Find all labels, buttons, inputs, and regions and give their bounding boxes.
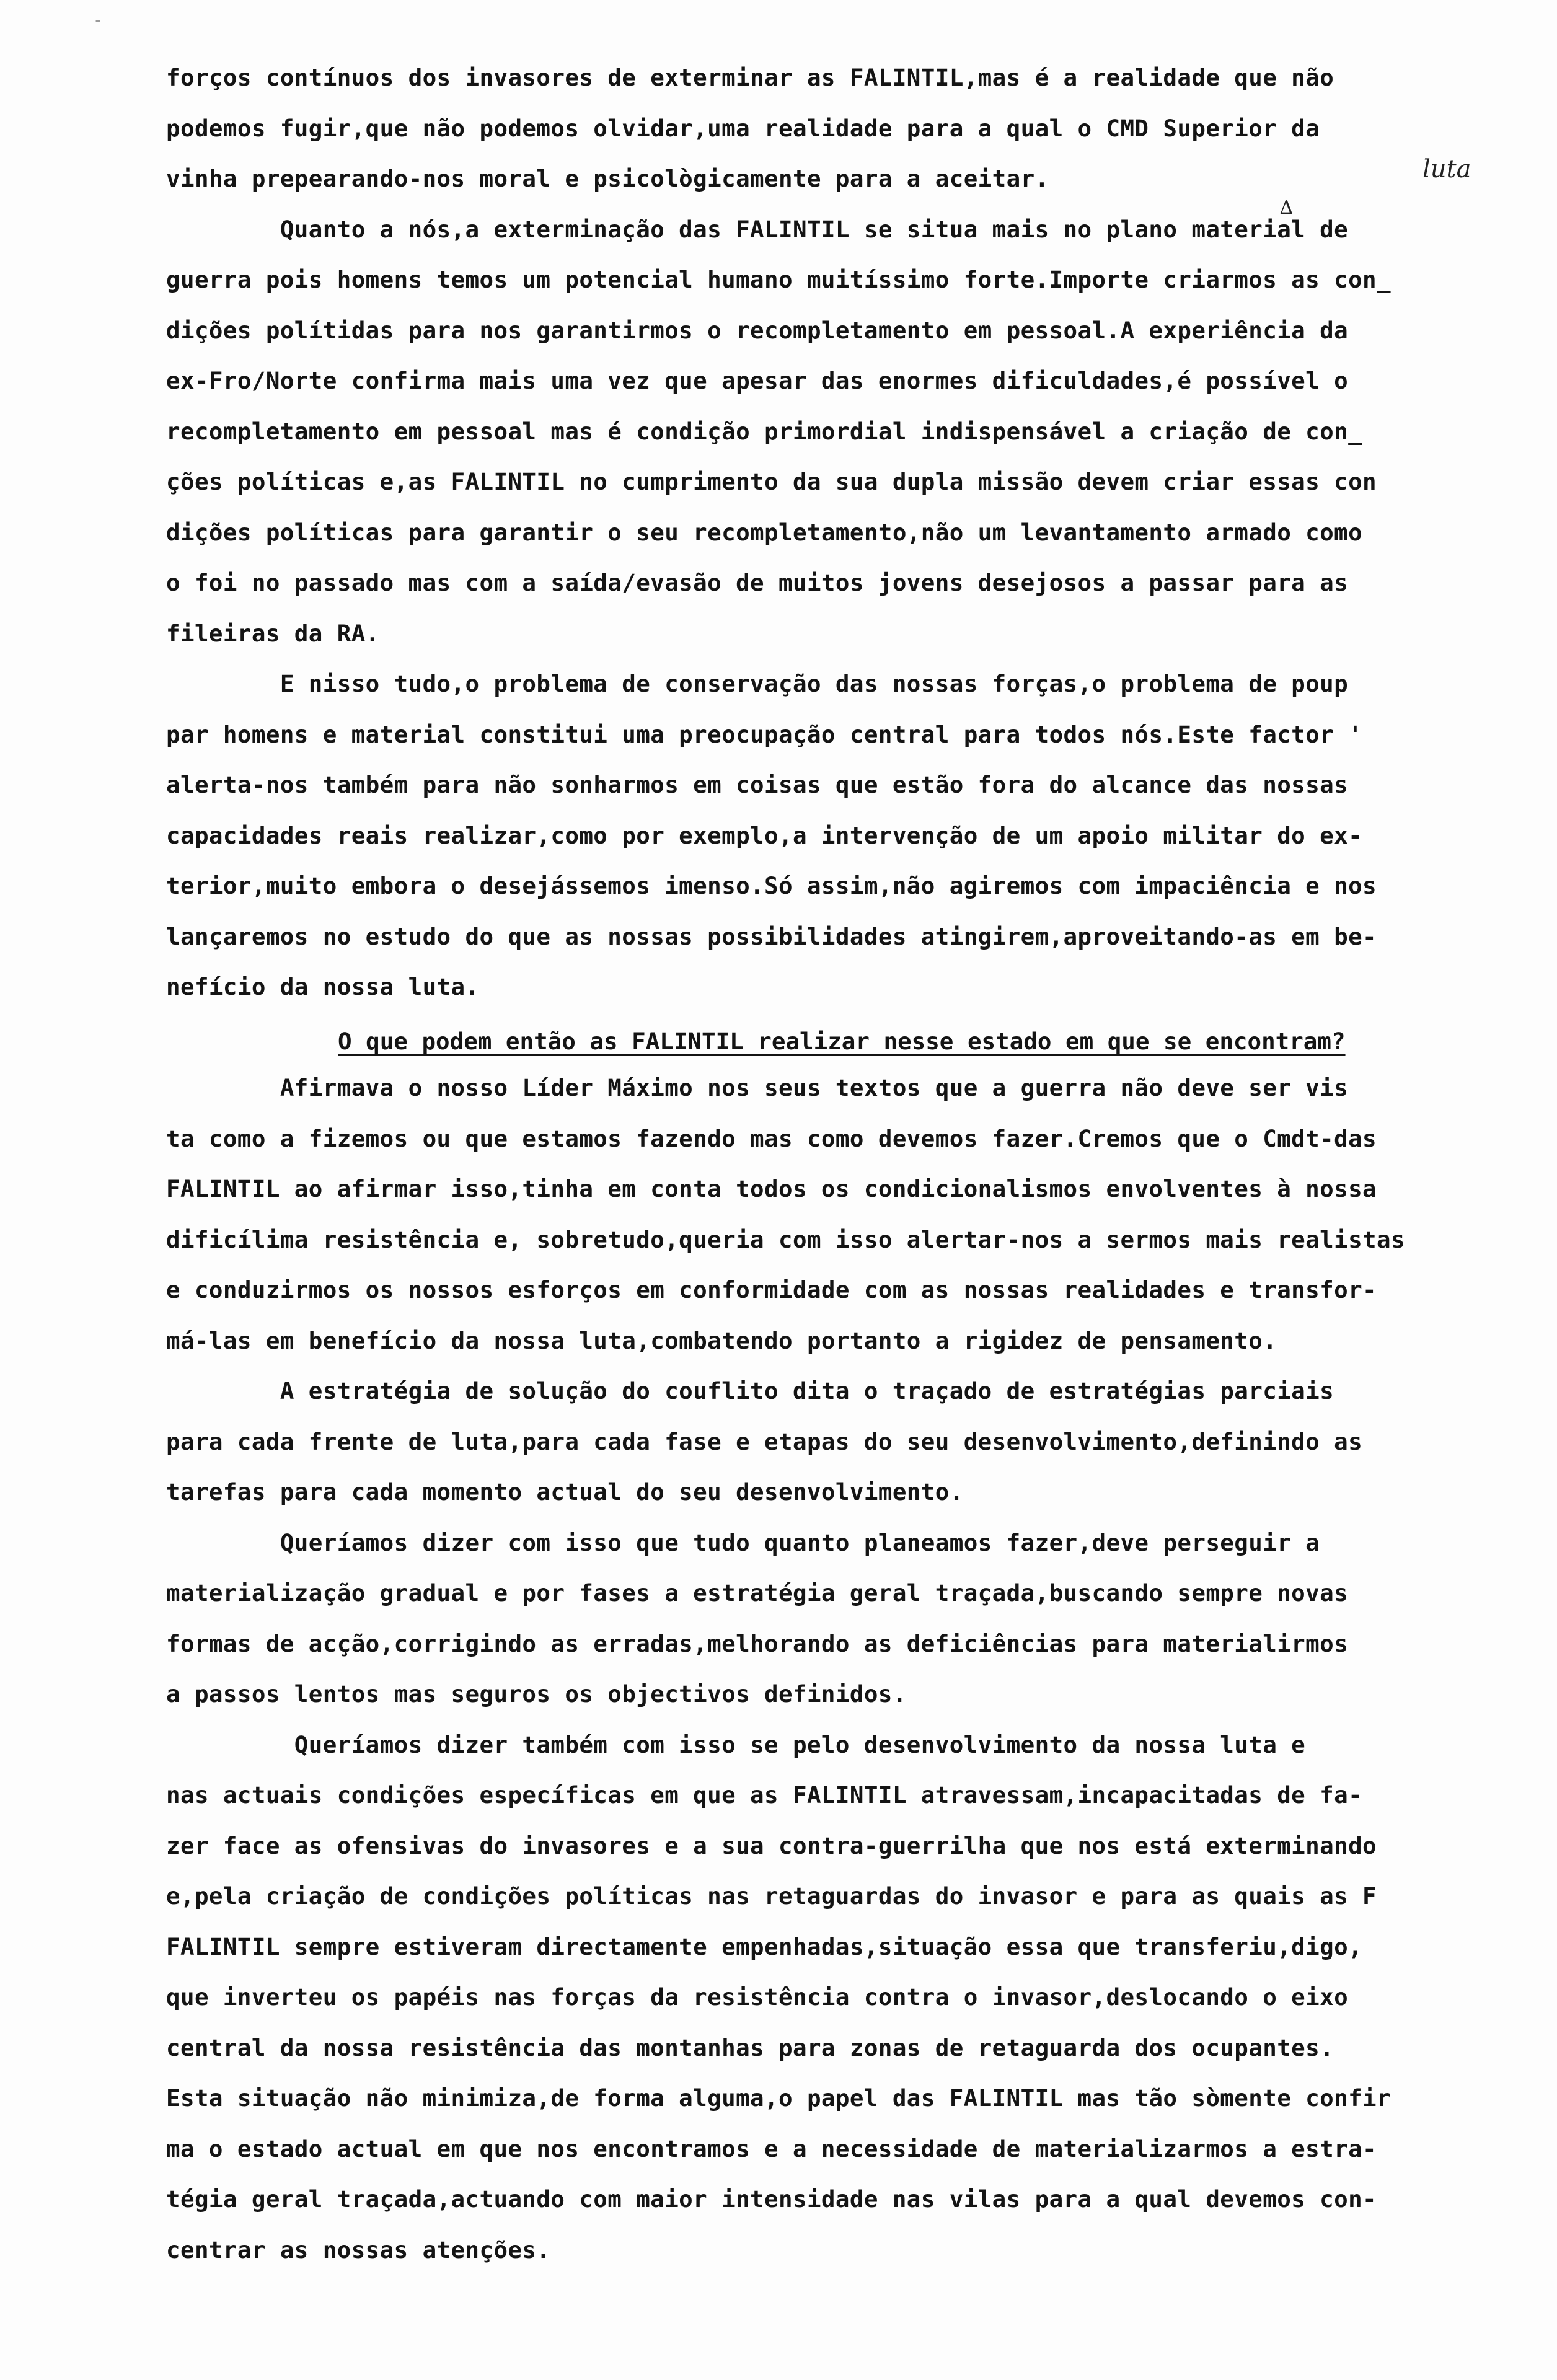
text-line: má-las em benefício da nossa luta,combatendo portanto a rigidez de pensamento. — [166, 1326, 1277, 1354]
text-line: e conduzirmos os nossos esforços em conformidade com as nossas realidades e transfor- — [166, 1276, 1377, 1303]
text-line: centrar as nossas atenções. — [166, 2236, 551, 2263]
text-line: ma o estado actual em que nos encontramos e a necessidade de materializarmos a estra- — [166, 2135, 1377, 2162]
text-line: alerta-nos também para não sonharmos em coisas que estão fora do alcance das nossas — [166, 771, 1349, 798]
text-line: ta como a fizemos ou que estamos fazendo mas como devemos fazer.Cremos que o Cmdt-das — [166, 1124, 1377, 1152]
text-line: FALINTIL sempre estiveram directamente empenhadas,situação essa que transferiu,digo, — [166, 1933, 1363, 1960]
text-line: podemos fugir,que não podemos olvidar,uma realidade para a qual o CMD Superior da — [166, 114, 1320, 142]
text-line: central da nossa resistência das montanhas para zonas de retaguarda dos ocupantes. — [166, 2034, 1334, 2061]
text-line: terior,muito embora o desejássemos imenso.Só assim,não agiremos com impaciência e nos — [166, 872, 1377, 899]
text-line: o foi no passado mas com a saída/evasão de muitos jovens desejosos a passar para as — [166, 569, 1349, 596]
text-line: tégia geral traçada,actuando com maior intensidade nas vilas para a qual devemos con- — [166, 2185, 1377, 2213]
text-line: recompletamento em pessoal mas é condição primordial indispensável a criação de con_ — [166, 417, 1363, 445]
text-line: vinha prepearando-nos moral e psicològicamente para a aceitar. — [166, 165, 1049, 192]
text-line: ex-Fro/Norte confirma mais uma vez que apesar das enormes dificuldades,é possível o — [166, 367, 1349, 394]
text-line: e,pela criação de condições políticas nas retaguardas do invasor e para as quais as F — [166, 1882, 1377, 1910]
text-line: zer face as ofensivas do invasores e a sua contra-guerrilha que nos está exterminando — [166, 1831, 1377, 1859]
text-line: FALINTIL ao afirmar isso,tinha em conta todos os condicionalismos envolventes à nossa — [166, 1175, 1377, 1202]
text-line: ções políticas e,as FALINTIL no cumprimento da sua dupla missão devem criar essas con — [166, 468, 1377, 495]
text-line: Esta situação não minimiza,de forma alguma,o papel das FALINTIL mas tão sòmente confir — [166, 2084, 1392, 2112]
handwritten-insert: luta — [1422, 155, 1471, 183]
text-line: para cada frente de luta,para cada fase e etapas do seu desenvolvimento,definindo as — [166, 1427, 1363, 1455]
text-line: tarefas para cada momento actual do seu desenvolvimento. — [166, 1478, 964, 1505]
accent-mark: ∆ — [1280, 197, 1293, 219]
section-heading: O que podem então as FALINTIL realizar nesse estado em que se encontram? — [338, 1028, 1346, 1055]
text-line: formas de acção,corrigindo as erradas,melhorando as deficiências para materialirmos — [166, 1629, 1349, 1657]
text-line: Queríamos dizer com isso que tudo quanto planeamos fazer,deve perseguir a — [166, 1528, 1320, 1556]
text-line: guerra pois homens temos um potencial humano muitíssimo forte.Importe criarmos as con_ — [166, 266, 1392, 293]
text-line: Afirmava o nosso Líder Máximo nos seus textos que a guerra não deve ser vis — [166, 1074, 1349, 1101]
text-line: par homens e material constitui uma preocupação central para todos nós.Este factor ' — [166, 720, 1363, 748]
text-line: nas actuais condições específicas em que as FALINTIL atravessam,incapacitadas de fa- — [166, 1781, 1363, 1809]
corner-mark: - — [93, 11, 103, 30]
text-line: fileiras da RA. — [166, 619, 380, 647]
text-line: nefício da nossa luta. — [166, 973, 480, 1000]
text-line: Queríamos dizer também com isso se pelo desenvolvimento da nossa luta e — [166, 1730, 1306, 1758]
text-line: dições políticas para garantir o seu recompletamento,não um levantamento armado como — [166, 518, 1363, 546]
text-line: E nisso tudo,o problema de conservação das nossas forças,o problema de poup — [166, 670, 1349, 697]
text-line: a passos lentos mas seguros os objectivos definidos. — [166, 1680, 907, 1708]
text-line: Quanto a nós,a exterminação das FALINTIL se situa mais no plano material de — [166, 215, 1349, 243]
text-line: dições polítidas para nos garantirmos o recompletamento em pessoal.A experiência da — [166, 316, 1349, 344]
text-line: materialização gradual e por fases a estratégia geral traçada,buscando sempre novas — [166, 1579, 1349, 1606]
text-line: que inverteu os papéis nas forças da resistência contra o invasor,deslocando o eixo — [166, 1983, 1349, 2011]
text-line: capacidades reais realizar,como por exemplo,a intervenção de um apoio militar do ex- — [166, 821, 1363, 849]
text-line: lançaremos no estudo do que as nossas possibilidades atingirem,aproveitando-as em be- — [166, 922, 1377, 950]
text-line: dificílima resistência e, sobretudo,queria com isso alertar-nos a sermos mais realistas — [166, 1225, 1405, 1253]
text-line: A estratégia de solução do couflito dita o traçado de estratégias parciais — [166, 1377, 1334, 1404]
text-line: forços contínuos dos invasores de exterminar as FALINTIL,mas é a realidade que não — [166, 64, 1334, 91]
